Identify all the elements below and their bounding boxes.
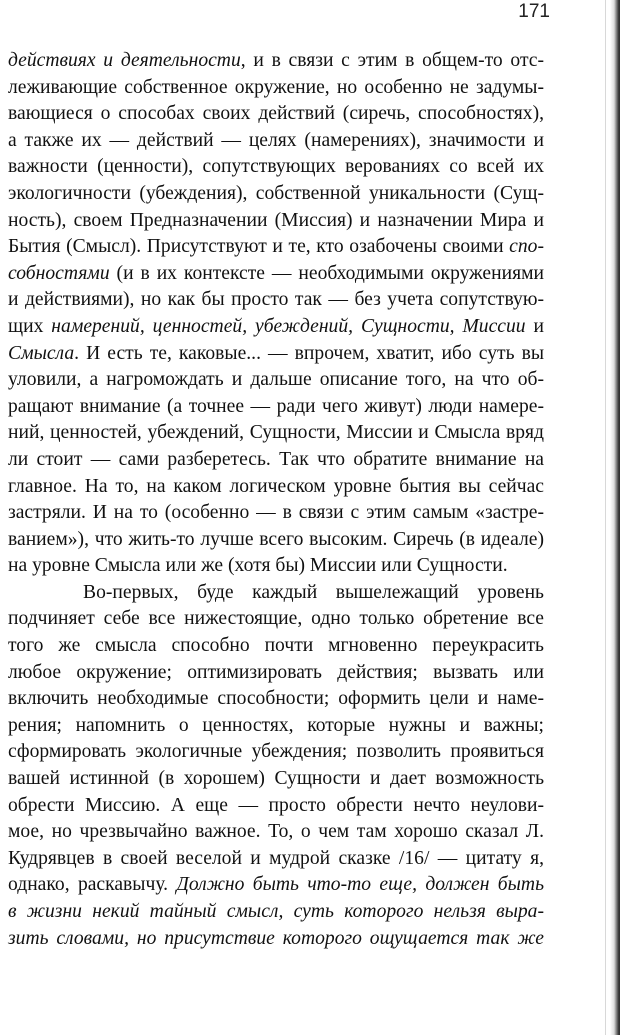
paragraph-2: [8, 580, 544, 952]
text-line: уловили, а нагромождать и дальше описание того, на что об-: [8, 369, 544, 391]
text-span: щих: [8, 315, 52, 337]
text-line: ний, ценностей, убеждений, Сущности, Миссии и Смысла вряд: [8, 422, 544, 444]
text-line: ращают внимание (а точнее — ради чего живут) люди намере-: [8, 395, 544, 417]
italic-phrase: намерений, ценностей, убеждений, Сущности, Миссии: [51, 315, 526, 337]
italic-phrase: Смысла: [8, 342, 75, 364]
text-line: подчиняет себе все нижестоящие, одно только обретение все: [8, 608, 544, 630]
page-number: 171: [518, 1, 550, 22]
text-line: сформировать экологичные убеждения; позволить проявиться: [8, 741, 544, 763]
text-line: того же смысла способно почти мгновенно переукрасить: [8, 635, 544, 657]
text-line: экологичности (убеждения), собственной уникальности (Сущ-: [8, 182, 544, 204]
text-line: ли стоит — сами разберетесь. Так что обратите внимание на: [8, 448, 544, 470]
text-span: однако, раскавычу.: [8, 874, 177, 896]
page-edge-shadow: [610, 0, 620, 1035]
text-line: вающиеся о способах своих действий (сиречь, способностях),: [8, 103, 544, 125]
italic-phrase: Должно быть что-то еще, должен быть: [176, 874, 544, 896]
text-line: Во-первых, буде каждый вышележащий уровень: [83, 581, 544, 603]
italic-phrase: спо-: [509, 236, 544, 258]
text-line: рения; напомнить о ценностях, которые нужны и важны;: [8, 714, 544, 736]
italic-phrase: действиях и деятельности: [8, 50, 241, 71]
text-line: любое окружение; оптимизировать действия; вызвать или: [8, 661, 544, 683]
text-line: зить словами, но присутствие которого ощущается так же: [8, 927, 544, 949]
text-line: [8, 234, 544, 261]
text-line: в жизни некий тайный смысл, суть которого нельзя выра-: [8, 901, 544, 922]
text-line: главное. На то, на каком логическом уровне бытия вы сейчас: [8, 475, 544, 497]
text-line: важности (ценности), сопутствующих верованиях со всей их: [8, 156, 544, 178]
text-line: [8, 314, 544, 341]
text-span: и: [525, 315, 544, 337]
text-line: обрести Миссию. А еще — просто обрести нечто неулови-: [8, 794, 544, 816]
text-line: [8, 872, 544, 899]
text-span: (и в их контексте — необходимыми окружениями: [109, 262, 544, 284]
text-line: мое, но чрезвычайно важное. То, о чем там хорошо сказал Л.: [8, 821, 544, 843]
text-line: [8, 261, 544, 288]
text-line: на уровне Смысла или же (хотя бы) Миссии или Сущности.: [8, 555, 508, 577]
text-line: [8, 48, 544, 75]
text-line: ность), своем Предназначении (Миссия) и назначении Мира и: [8, 209, 544, 231]
text-line: а также их — действий — целях (намерениях), значимости и: [8, 129, 544, 151]
text-span: , и в связи с этим в общем-то отс-: [240, 50, 544, 71]
italic-phrase: собностями: [8, 262, 110, 284]
body-text: [8, 48, 544, 952]
text-line: ванием»), что жить-то лучше всего высоким. Сиречь (в идеале): [8, 528, 544, 550]
text-span: . И есть те, каковые... — впрочем, хватит, ибо суть вы: [74, 342, 544, 364]
text-span: Бытия (Смысл). Присутствуют и те, кто озабочены своими: [8, 236, 510, 258]
text-line: включить необходимые способности; оформить цели и наме-: [8, 688, 544, 710]
text-line: вашей истинной (в хорошем) Сущности и дает возможность: [8, 768, 544, 790]
text-line: [8, 341, 544, 368]
text-line: застряли. И на то (особенно — в связи с этим самым «застре-: [8, 502, 544, 524]
text-line: леживающие собственное окружение, но особенно не задумы-: [8, 76, 544, 98]
paragraph-1: [8, 48, 544, 580]
page-edge-line: [605, 0, 606, 1035]
text-line: Кудрявцев в своей веселой и мудрой сказке /16/ — цитату я,: [8, 847, 544, 869]
text-line: и действиями), но как бы просто так — без учета сопутствую-: [8, 289, 544, 311]
